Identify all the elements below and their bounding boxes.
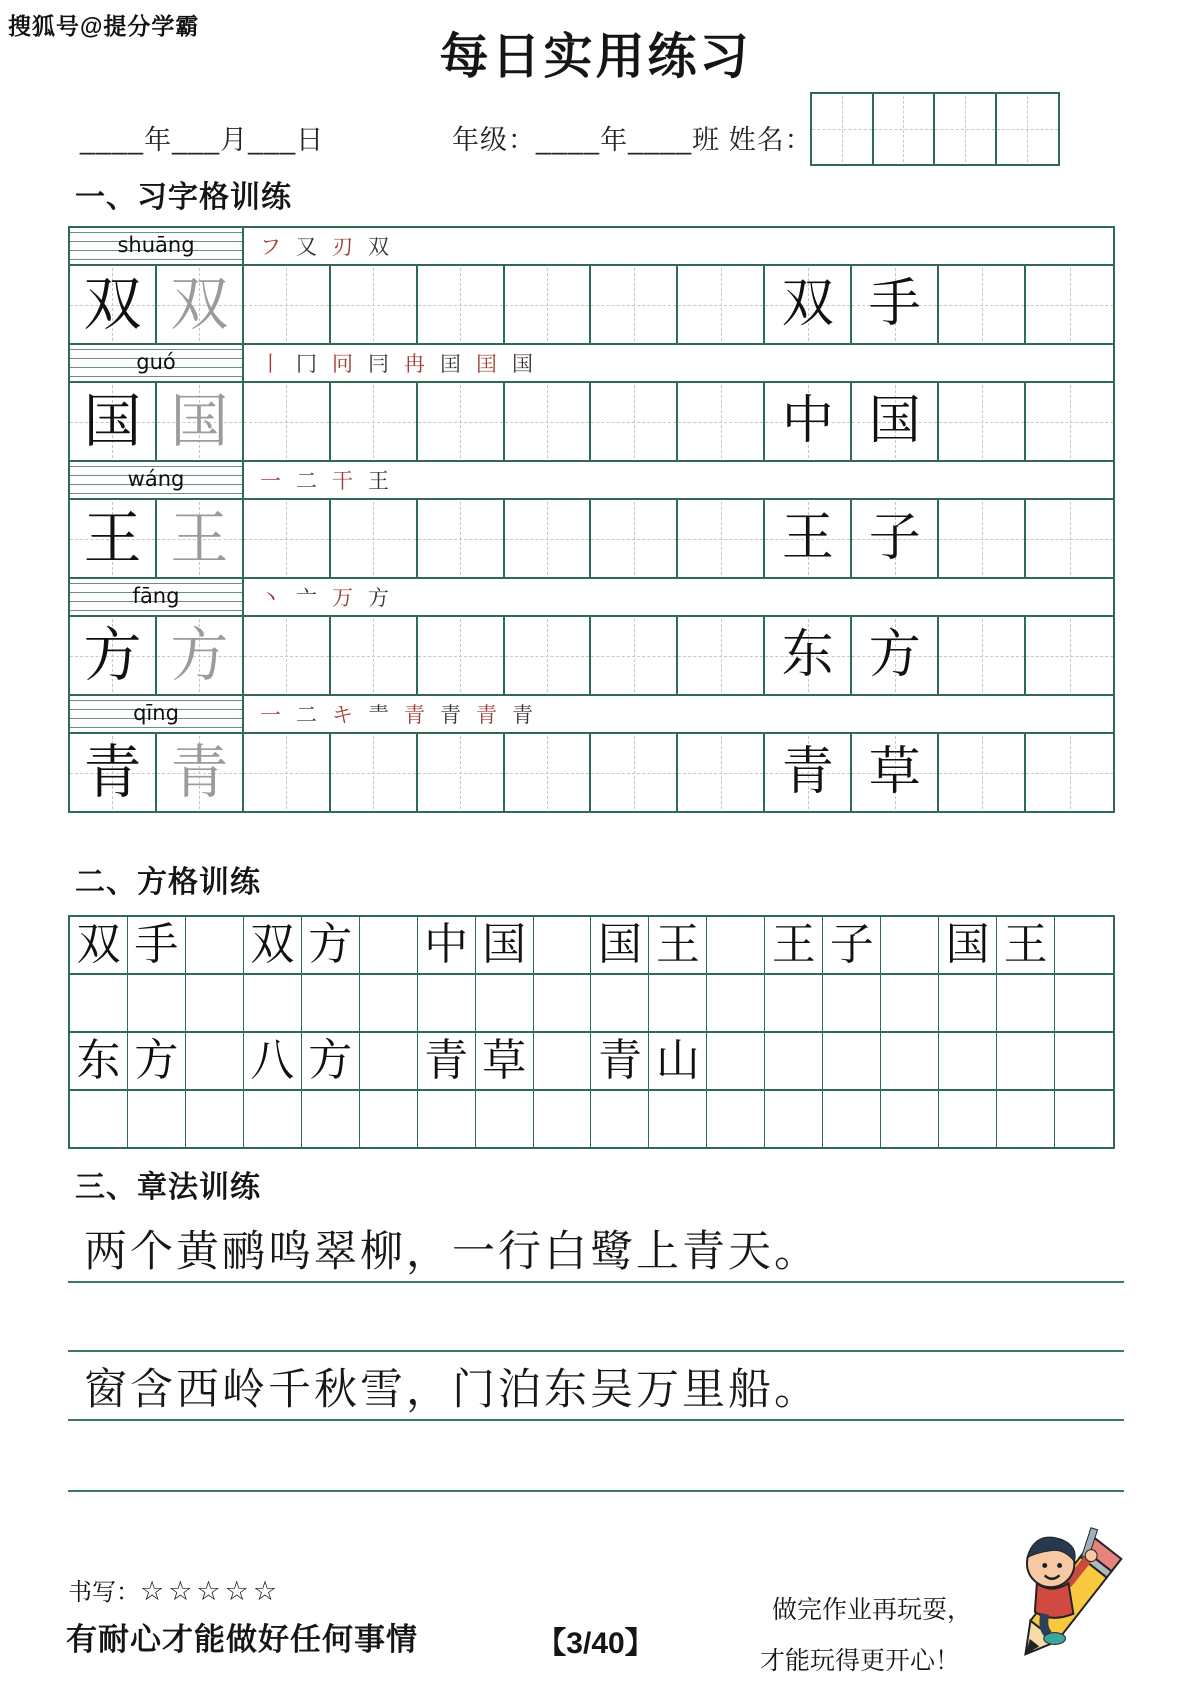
word-char-cell: [852, 266, 939, 343]
square-cell: [707, 1033, 765, 1089]
page-title: 每日实用练习: [439, 30, 752, 84]
pinyin-box: [70, 228, 244, 264]
square-cell: [939, 1033, 997, 1089]
mascot-illustration: [982, 1522, 1147, 1680]
stroke-step: 囯: [440, 352, 461, 376]
practice-char: 方: [170, 623, 229, 688]
name-grid-cell: [874, 94, 936, 164]
square-cell: [186, 1091, 244, 1147]
practice-cell: [505, 266, 592, 343]
practice-cell: [591, 266, 678, 343]
section3-heading: 三、章法训练: [75, 1171, 261, 1204]
square-cell: [476, 1091, 534, 1147]
practice-cell: [1026, 734, 1113, 811]
square-cell: [360, 1033, 418, 1089]
practice-block-header: [70, 462, 1113, 500]
practice-char: 国: [170, 389, 229, 454]
stroke-step: 丶: [260, 586, 281, 610]
pinyin-box: [70, 696, 244, 732]
practice-char: 手: [868, 276, 921, 333]
practice-block-header: [70, 228, 1113, 266]
practice-cell: [591, 500, 678, 577]
practice-cell: [939, 734, 1026, 811]
square-cell: [70, 975, 128, 1031]
square-cell: [707, 1091, 765, 1147]
stroke-step: 方: [368, 586, 389, 610]
stroke-step: 青: [476, 703, 497, 727]
practice-grid-row: [70, 266, 1113, 343]
square-cell: [534, 975, 592, 1031]
square-cell: [418, 1033, 476, 1089]
practice-cell: [678, 500, 765, 577]
square-cell: [997, 975, 1055, 1031]
square-cell: [128, 975, 186, 1031]
square-char: 子: [829, 920, 874, 969]
square-cell: [939, 1091, 997, 1147]
section1-heading: 一、习字格训练: [75, 181, 292, 214]
practice-block: [70, 228, 1113, 345]
trace-char-cell: [157, 617, 244, 694]
practice-cell: [244, 266, 331, 343]
square-cell: [765, 975, 823, 1031]
stroke-step: 又: [296, 235, 317, 259]
practice-char: 双: [170, 272, 229, 337]
square-cell: [244, 1033, 302, 1089]
pinyin-text: shuāng: [117, 233, 195, 257]
square-cell: [707, 975, 765, 1031]
practice-char: 青: [83, 740, 142, 805]
square-cell: [591, 917, 649, 973]
square-char: 国: [597, 920, 642, 969]
square-cell: [186, 975, 244, 1031]
practice-cell: [1026, 266, 1113, 343]
stroke-step: 亠: [296, 586, 317, 610]
practice-cell: [418, 383, 505, 460]
stroke-step: 王: [368, 469, 389, 493]
trace-char-cell: [157, 383, 244, 460]
practice-cell: [418, 734, 505, 811]
stroke-step: 二: [296, 469, 317, 493]
practice-block: [70, 579, 1113, 696]
square-cell: [186, 1033, 244, 1089]
square-cell: [360, 1091, 418, 1147]
practice-cell: [418, 500, 505, 577]
rating-label: 书写：: [68, 1580, 140, 1606]
writing-line: [68, 1426, 1124, 1492]
square-cell: [881, 1033, 939, 1089]
square-char: 方: [134, 1036, 179, 1085]
word-char-cell: [852, 383, 939, 460]
stroke-step: 青: [440, 703, 461, 727]
square-cell: [649, 1033, 707, 1089]
word-char-cell: [765, 617, 852, 694]
stroke-step: 冉: [404, 352, 425, 376]
practice-cell: [678, 617, 765, 694]
practice-char: 青: [170, 740, 229, 805]
pinyin-box: [70, 345, 244, 381]
square-char: 双: [250, 920, 295, 969]
rating-stars: ☆☆☆☆☆: [140, 1576, 282, 1606]
square-cell: [534, 1091, 592, 1147]
motto-text: 有耐心才能做好任何事情: [66, 1622, 418, 1657]
square-cell: [997, 917, 1055, 973]
square-cell: [244, 1091, 302, 1147]
pinyin-text: wáng: [127, 467, 185, 491]
word-char-cell: [765, 266, 852, 343]
practice-char: 草: [868, 744, 921, 801]
writing-line: [68, 1355, 1124, 1421]
square-cell: [881, 1091, 939, 1147]
square-cell: [128, 1033, 186, 1089]
square-cell: [128, 1091, 186, 1147]
practice-cell: [244, 500, 331, 577]
square-cell: [476, 1033, 534, 1089]
square-char: 手: [134, 920, 179, 969]
pinyin-box: [70, 462, 244, 498]
practice-cell: [591, 617, 678, 694]
stroke-step: 冋: [332, 352, 353, 376]
square-char: 方: [308, 1036, 353, 1085]
practice-cell: [939, 383, 1026, 460]
practice-cell: [1026, 383, 1113, 460]
sample-char-cell: [70, 266, 157, 343]
stroke-step: キ: [332, 703, 353, 727]
practice-cell: [244, 734, 331, 811]
square-grid: [68, 915, 1115, 1149]
practice-block: [70, 345, 1113, 462]
practice-cell: [244, 617, 331, 694]
sample-char-cell: [70, 383, 157, 460]
stroke-order: [244, 228, 1113, 264]
square-cell: [823, 1091, 881, 1147]
stroke-step: 青: [404, 703, 425, 727]
practice-cell: [505, 734, 592, 811]
practice-grid-row: [70, 734, 1113, 811]
square-cell: [649, 975, 707, 1031]
square-char: 国: [945, 920, 990, 969]
practice-char: 双: [781, 276, 834, 333]
square-cell: [881, 975, 939, 1031]
practice-char: 双: [83, 272, 142, 337]
word-char-cell: [765, 383, 852, 460]
square-cell: [302, 1033, 360, 1089]
square-cell: [476, 975, 534, 1031]
word-char-cell: [765, 500, 852, 577]
square-cell: [591, 1091, 649, 1147]
practice-cell: [331, 266, 418, 343]
square-cell: [1055, 975, 1113, 1031]
trace-char-cell: [157, 266, 244, 343]
trace-char-cell: [157, 734, 244, 811]
stroke-step: 冃: [368, 352, 389, 376]
square-char: 中: [424, 920, 469, 969]
square-char: 王: [655, 920, 700, 969]
square-char: 方: [308, 920, 353, 969]
page-number: 【3/40】: [536, 1627, 655, 1660]
square-cell: [418, 975, 476, 1031]
practice-cell: [331, 383, 418, 460]
square-cell: [939, 975, 997, 1031]
stroke-step: 国: [512, 352, 533, 376]
square-grid-row: [70, 917, 1113, 975]
square-cell: [302, 917, 360, 973]
square-char: 山: [655, 1036, 700, 1085]
practice-cell: [331, 617, 418, 694]
practice-cell: [331, 500, 418, 577]
stroke-step: 青: [512, 703, 533, 727]
name-grid: [810, 92, 1060, 166]
practice-block-header: [70, 696, 1113, 734]
stroke-step: 一: [260, 703, 281, 727]
name-grid-cell: [997, 94, 1059, 164]
square-cell: [765, 1033, 823, 1089]
stroke-order: [244, 345, 1113, 381]
sample-char-cell: [70, 617, 157, 694]
practice-char: 中: [781, 393, 834, 450]
square-cell: [186, 917, 244, 973]
square-char: 国: [482, 920, 527, 969]
square-cell: [534, 917, 592, 973]
word-char-cell: [852, 617, 939, 694]
square-char: 王: [1003, 920, 1048, 969]
stroke-order: [244, 579, 1113, 615]
square-cell: [881, 917, 939, 973]
practice-char: 王: [170, 506, 229, 571]
sample-char-cell: [70, 500, 157, 577]
square-cell: [649, 917, 707, 973]
square-cell: [360, 917, 418, 973]
watermark: 搜狐号@提分学霸: [8, 13, 200, 39]
square-char: 青: [597, 1036, 642, 1085]
stroke-step: 万: [332, 586, 353, 610]
stroke-order: [244, 462, 1113, 498]
stroke-step: 二: [296, 703, 317, 727]
tip-text-2: 才能玩得更开心！: [760, 1648, 961, 1675]
square-cell: [418, 1091, 476, 1147]
practice-cell: [418, 266, 505, 343]
practice-table: [68, 226, 1115, 813]
square-cell: [997, 1091, 1055, 1147]
practice-char: 方: [83, 623, 142, 688]
trace-char-cell: [157, 500, 244, 577]
practice-cell: [1026, 617, 1113, 694]
stroke-step: 双: [368, 235, 389, 259]
square-cell: [244, 975, 302, 1031]
square-cell: [1055, 917, 1113, 973]
practice-char: 国: [83, 389, 142, 454]
square-char: 东: [76, 1036, 121, 1085]
grade-name-blank: 年级：____年____班 姓名：: [452, 125, 813, 155]
name-grid-cell: [812, 94, 874, 164]
practice-grid-row: [70, 500, 1113, 577]
line-text: 两个黄鹂鸣翠柳，一行白鹭上青天。: [84, 1229, 820, 1276]
square-char: 草: [482, 1036, 527, 1085]
square-cell: [128, 917, 186, 973]
practice-cell: [678, 266, 765, 343]
practice-cell: [418, 617, 505, 694]
practice-cell: [939, 500, 1026, 577]
square-cell: [823, 917, 881, 973]
practice-block-header: [70, 345, 1113, 383]
square-cell: [1055, 1091, 1113, 1147]
square-grid-row: [70, 975, 1113, 1033]
square-char: 双: [76, 920, 121, 969]
square-cell: [360, 975, 418, 1031]
square-cell: [302, 1091, 360, 1147]
practice-cell: [591, 734, 678, 811]
practice-cell: [1026, 500, 1113, 577]
stroke-step: 刃: [332, 235, 353, 259]
writing-line: [68, 1217, 1124, 1283]
square-cell: [591, 975, 649, 1031]
practice-cell: [678, 383, 765, 460]
practice-cell: [939, 617, 1026, 694]
square-cell: [765, 917, 823, 973]
stroke-step: 丨: [260, 352, 281, 376]
word-char-cell: [852, 500, 939, 577]
square-cell: [70, 1033, 128, 1089]
word-char-cell: [765, 734, 852, 811]
square-char: 八: [250, 1036, 295, 1085]
square-char: 王: [771, 920, 816, 969]
practice-grid-row: [70, 383, 1113, 460]
square-cell: [1055, 1033, 1113, 1089]
practice-block-header: [70, 579, 1113, 617]
line-text: 窗含西岭千秋雪，门泊东吴万里船。: [84, 1367, 820, 1414]
square-cell: [939, 917, 997, 973]
name-grid-cell: [935, 94, 997, 164]
tip-text-1: 做完作业再玩耍，: [772, 1597, 973, 1624]
sample-char-cell: [70, 734, 157, 811]
practice-char: 方: [868, 627, 921, 684]
stroke-step: 龶: [368, 703, 389, 727]
square-cell: [70, 917, 128, 973]
date-blank: ____年___月___日: [80, 125, 325, 155]
practice-grid-row: [70, 617, 1113, 694]
square-cell: [534, 1033, 592, 1089]
practice-char: 青: [781, 744, 834, 801]
practice-block: [70, 696, 1113, 811]
square-cell: [476, 917, 534, 973]
square-cell: [997, 1033, 1055, 1089]
square-cell: [707, 917, 765, 973]
practice-block: [70, 462, 1113, 579]
practice-cell: [939, 266, 1026, 343]
practice-char: 东: [781, 627, 834, 684]
pinyin-box: [70, 579, 244, 615]
practice-char: 国: [868, 393, 921, 450]
pinyin-text: guó: [136, 350, 176, 374]
square-cell: [591, 1033, 649, 1089]
practice-cell: [591, 383, 678, 460]
practice-char: 王: [83, 506, 142, 571]
practice-cell: [678, 734, 765, 811]
practice-char: 子: [868, 510, 921, 567]
square-cell: [649, 1091, 707, 1147]
practice-cell: [505, 617, 592, 694]
square-grid-row: [70, 1033, 1113, 1091]
stroke-order: [244, 696, 1113, 732]
square-cell: [70, 1091, 128, 1147]
pinyin-text: qīng: [133, 701, 179, 725]
practice-char: 王: [781, 510, 834, 567]
square-cell: [244, 917, 302, 973]
square-cell: [302, 975, 360, 1031]
practice-cell: [505, 383, 592, 460]
square-cell: [765, 1091, 823, 1147]
square-char: 青: [424, 1036, 469, 1085]
square-grid-row: [70, 1091, 1113, 1147]
pinyin-text: fāng: [132, 584, 180, 608]
practice-cell: [505, 500, 592, 577]
word-char-cell: [852, 734, 939, 811]
stroke-step: 冂: [296, 352, 317, 376]
section2-heading: 二、方格训练: [75, 866, 261, 899]
practice-cell: [331, 734, 418, 811]
stroke-step: 囯: [476, 352, 497, 376]
square-cell: [823, 1033, 881, 1089]
writing-rating: [68, 1572, 281, 1607]
square-cell: [418, 917, 476, 973]
practice-cell: [244, 383, 331, 460]
writing-line: [68, 1286, 1124, 1352]
stroke-step: 干: [332, 469, 353, 493]
square-cell: [823, 975, 881, 1031]
stroke-step: フ: [260, 235, 281, 259]
stroke-step: 一: [260, 469, 281, 493]
